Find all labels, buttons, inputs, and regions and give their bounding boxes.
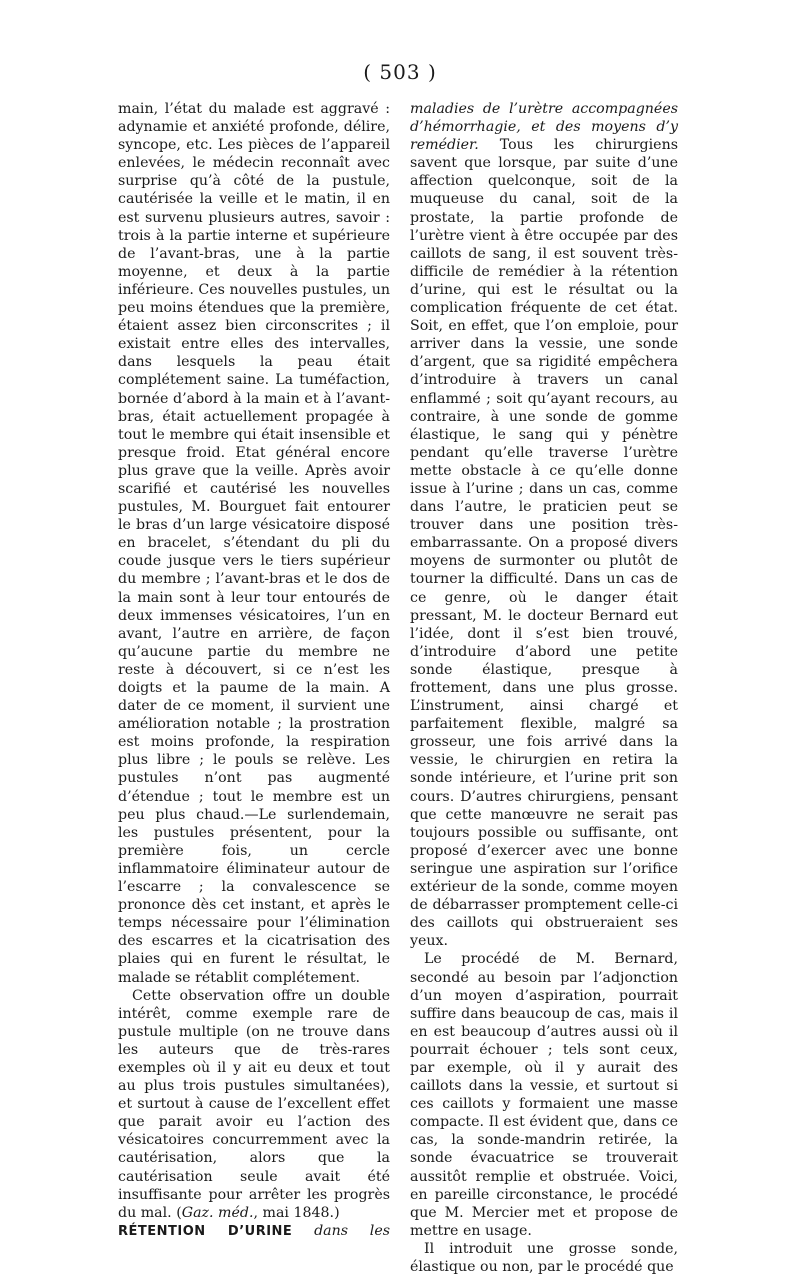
left-column [118, 100, 390, 1241]
page-number: ( 503 ) [363, 60, 437, 84]
left-paragraph-2 [118, 987, 390, 1222]
right-paragraph-1-rest: Tous les chirurgiens savent que lorsque, par suite d’une affection quelconque, soit de la muqueuse du canal, soit de la prostate, la partie profonde de l’urètre vient à être occupée par des caillots de sang, il est souvent très-difficile de remédier à la rétention d’urine, qui est le résultat ou la complication fréquente de cet état. Soit, en effet, que l’on emploie, pour arriver dans la vessie, une sonde d’argent, que sa rigidité empêchera d’introduire à travers un canal enflammé ; soit qu’ayant recours, au contraire, à une sonde de gomme élastique, le sang qui y pénètre pendant qu’elle traverse l’urètre mette obstacle à ce qu’elle donne issue à l’urine ; dans un cas, comme dans l’autre, le praticien peut se trouver dans une position très-embarrassante. On a proposé divers moyens de surmonter ou plutôt de tourner la difficulté. Dans un cas de ce genre, où le danger était pressant, M. le docteur Bernard eut l’idée, dont il s’est bien trouvé, d’introduire d’abord une petite sonde élastique, presque à frottement, dans une plus grosse. L’instrument, ainsi chargé et parfaitement flexible, malgré sa grosseur, une fois arrivé dans la vessie, le chirurgien en retira la sonde intérieure, et l’urine prit son cours. D’autres chirurgiens, pensant que cette manœuvre ne serait pas toujours possible ou suffisante, ont proposé d’exercer avec une bonne seringue une aspiration sur l’orifice extérieur de la sonde, comme moyen de débarrasser promptement celle-ci des caillots qui obstrueraient ses yeux. [410, 137, 678, 950]
gazette-citation: Gaz. méd. [181, 1204, 254, 1221]
right-paragraph-2: Le procédé de M. Bernard, secondé au besoin par l’adjonction d’un moyen d’aspiration, pourrait suffire dans beaucoup de cas, mais il en est beaucoup d’autres aussi où il pourrait échouer ; tels sont ceux, par exemple, où il y aurait des caillots dans la vessie, et surtout si ces caillots y formaient une masse compacte. Il est évident que, dans ce cas, la sonde-mandrin retirée, la sonde évacuatrice se trouverait aussitôt remplie et obstruée. Voici, en pareille circonstance, le procédé que M. Mercier met et propose de mettre en usage. [410, 951, 678, 1239]
section-heading-continuation: dans les [314, 1222, 391, 1239]
right-column [410, 100, 678, 1276]
right-paragraph-1 [410, 100, 678, 950]
paragraph-2-text: Cette observation offre un double intérêt, comme exemple rare de pustule multiple (on ne trouve dans les auteurs que de très-rares exemples où il y ait eu deux et tout au plus trois pustules simultanées), et surtout à cause de l’excellent effet que parait avoir eu l’action des vésicatoires concurremment avec la cautérisation, alors que la cautérisation seule avait été insuffisante pour arrêter les progrès du mal. ( [118, 987, 390, 1221]
italic-lead: maladies de l’urètre accompagnées d’hémorrhagie, et des moyens d’y remédier. [410, 101, 678, 154]
right-paragraph-3: Il introduit une grosse sonde, élastique ou non, par le procédé que [410, 1240, 678, 1275]
section-heading [118, 1222, 390, 1241]
paragraph-2-end: , mai 1848.) [253, 1204, 340, 1221]
left-paragraph-1: main, l’état du malade est aggravé : adynamie et anxiété profonde, délire, syncope, etc. Les pièces de l’appareil enlevées, le médecin reconnaît avec surprise qu’à côté de la pustule, cautérisée la veille et le matin, il en est survenu plusieurs autres, savoir : trois à la partie interne et supérieure de l’avant-bras, une à la partie moyenne, et deux à la partie inférieure. Ces nouvelles pustules, un peu moins étendues que la première, étaient assez bien circonscrites ; il existait entre elles des intervalles, dans lesquels la peau était complétement saine. La tuméfaction, bornée d’abord à la main et à l’avant-bras, était actuellement propagée à tout le membre qui était insensible et presque froid. Etat général encore plus grave que la veille. Après avoir scarifié et cautérisé les nouvelles pustules, M. Bourguet fait entourer le bras d’un large vésicatoire disposé en bracelet, s’étendant du pli du coude jusque vers le tiers supérieur du membre ; l’avant-bras et le dos de la main sont à leur tour entourés de deux immenses vésicatoires, l’un en avant, l’autre en arrière, de façon qu’aucune partie du membre ne reste à découvert, si ce n’est les doigts et la paume de la main. A dater de ce moment, il survient une amélioration notable ; la prostration est moins profonde, la respiration plus libre ; le pouls se relève. Les pustules n’ont pas augmenté d’étendue ; tout le membre est un peu plus chaud.—Le surlendemain, les pustules présentent, pour la première fois, un cercle inflammatoire éliminateur autour de l’escarre ; la convalescence se prononce dès cet instant, et après le temps nécessaire pour l’élimination des escarres et la cicatrisation des plaies qui en furent le résultat, le malade se rétablit complétement. [118, 101, 390, 986]
section-heading-title: RÉTENTION D’URINE [118, 1223, 293, 1239]
